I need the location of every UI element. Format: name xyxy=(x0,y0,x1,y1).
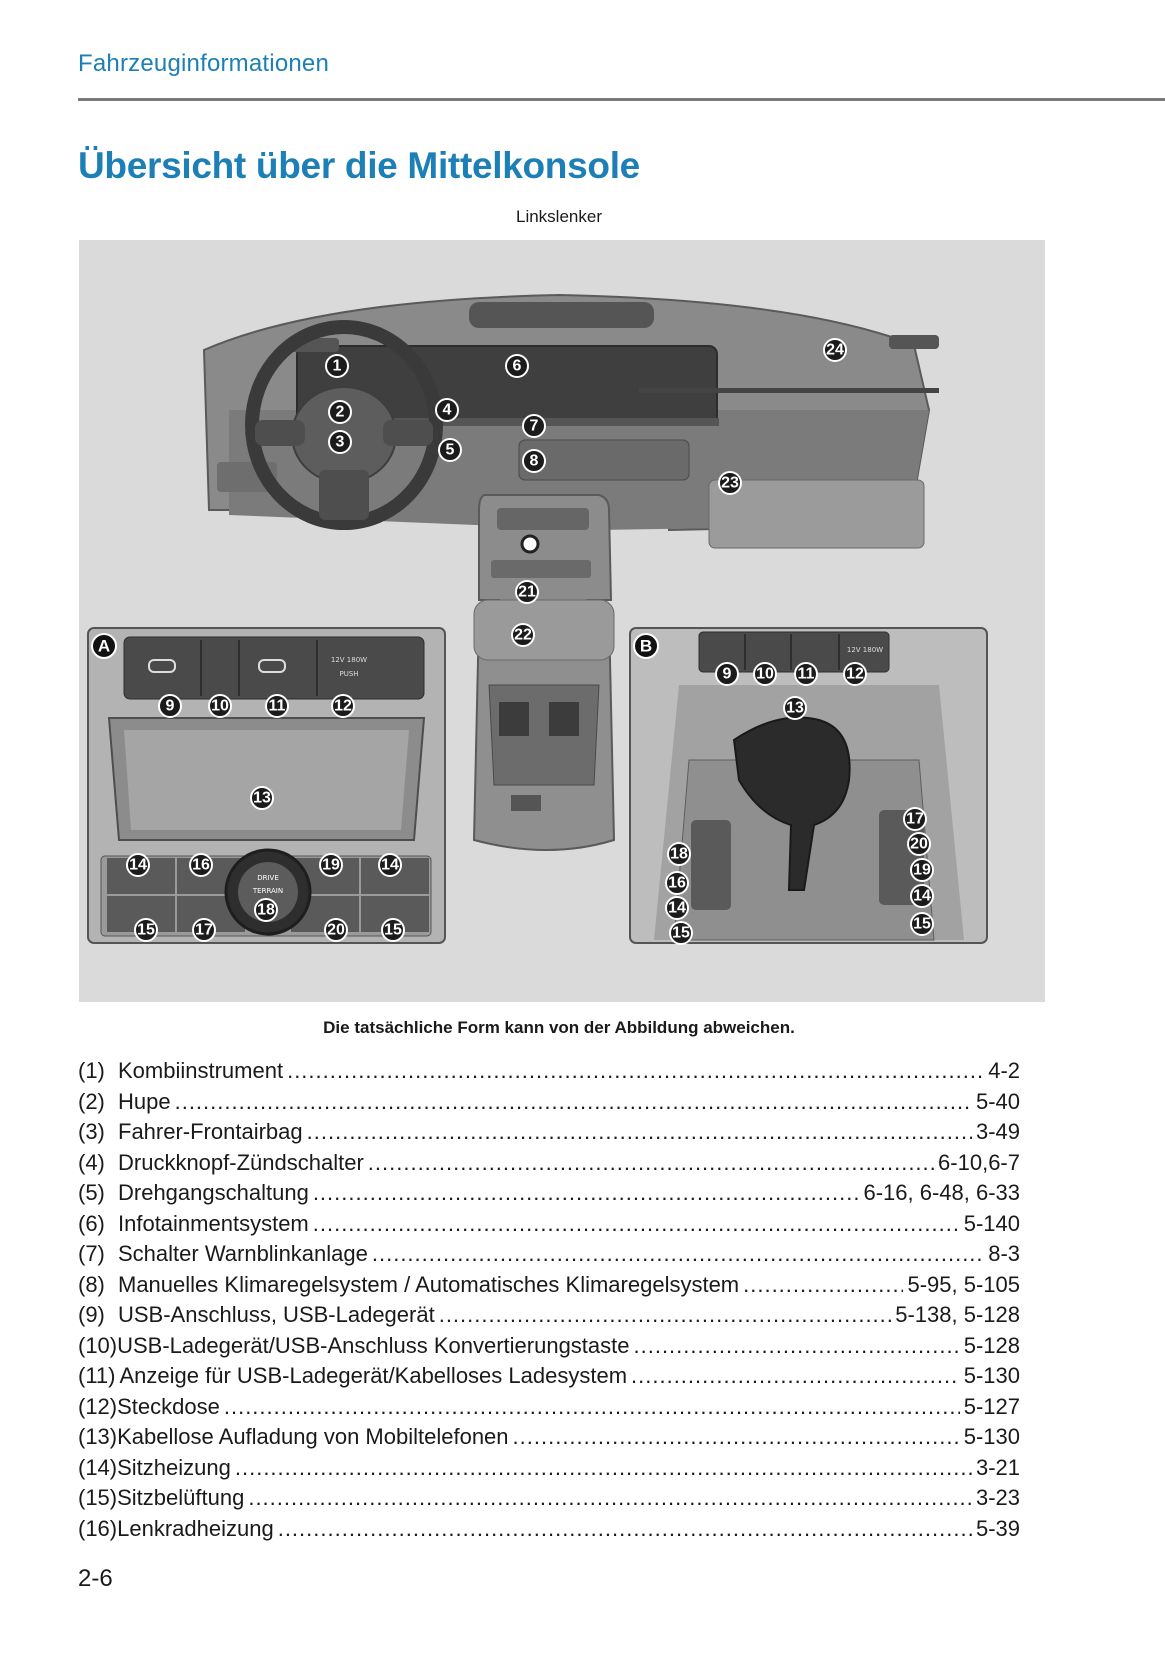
callout-24 xyxy=(824,339,846,361)
index-label: Kombiinstrument xyxy=(118,1058,284,1083)
svg-text:20: 20 xyxy=(910,835,928,853)
dot-leader xyxy=(287,1058,984,1084)
knob-drive-label: DRIVE xyxy=(257,874,279,882)
index-page: 3-21 xyxy=(975,1454,1020,1480)
dot-leader xyxy=(513,1424,960,1450)
svg-text:14: 14 xyxy=(381,856,399,874)
index-row xyxy=(78,1302,1020,1333)
callout-a-11 xyxy=(266,695,288,717)
callout-a-15-left xyxy=(135,919,157,941)
index-label: Kabellose Aufladung von Mobiltelefonen xyxy=(117,1424,509,1449)
section-header: Fahrzeuginformationen xyxy=(78,50,330,77)
index-label: Lenkradheizung xyxy=(117,1515,274,1541)
index-number: (6) xyxy=(78,1210,105,1236)
callout-a-14-right xyxy=(379,854,401,876)
callout-b-15 xyxy=(911,913,933,935)
callout-5 xyxy=(439,439,461,461)
component-index xyxy=(78,1058,1020,1546)
callout-22 xyxy=(512,624,534,646)
index-number: (5) xyxy=(78,1180,105,1205)
index-page: 3-23 xyxy=(975,1485,1020,1510)
callout-a-18 xyxy=(255,899,277,921)
index-page: 5-40 xyxy=(975,1088,1020,1114)
svg-text:21: 21 xyxy=(518,583,536,601)
svg-text:14: 14 xyxy=(668,899,686,917)
svg-text:12: 12 xyxy=(846,665,864,683)
index-number: (4) xyxy=(78,1149,105,1175)
index-number: (7) xyxy=(78,1241,105,1266)
svg-text:3: 3 xyxy=(335,433,345,451)
index-row xyxy=(78,1455,1020,1486)
index-row xyxy=(78,1485,1020,1516)
svg-text:18: 18 xyxy=(670,845,688,863)
socket-label-b: 12V 180W xyxy=(846,646,884,654)
svg-text:17: 17 xyxy=(906,810,924,828)
callout-7 xyxy=(523,415,545,437)
callout-a-19 xyxy=(320,854,342,876)
callout-b-15b xyxy=(670,922,692,944)
index-page: 5-130 xyxy=(963,1363,1020,1388)
knob-terrain-label: TERRAIN xyxy=(252,887,284,895)
index-row xyxy=(78,1363,1020,1394)
callout-a-17 xyxy=(193,919,215,941)
variant-label: Linkslenker xyxy=(516,207,602,226)
callout-b-20 xyxy=(908,833,930,855)
index-page: 3-49 xyxy=(975,1119,1020,1144)
socket-push-a: PUSH xyxy=(339,670,359,678)
index-number: (16) xyxy=(78,1515,118,1541)
callout-a-12 xyxy=(332,695,354,717)
callout-4 xyxy=(436,399,458,421)
svg-text:24: 24 xyxy=(826,341,844,359)
svg-text:19: 19 xyxy=(913,861,931,879)
dot-leader xyxy=(368,1150,934,1176)
inset-b-label xyxy=(634,634,658,658)
callout-a-14-left xyxy=(127,854,149,876)
index-row xyxy=(78,1211,1020,1242)
svg-text:13: 13 xyxy=(253,789,271,807)
index-row xyxy=(78,1150,1020,1181)
index-number: (13) xyxy=(78,1424,118,1449)
svg-text:14: 14 xyxy=(129,856,147,874)
svg-text:2: 2 xyxy=(335,403,345,421)
dot-leader xyxy=(743,1272,903,1298)
callout-b-16 xyxy=(666,872,688,894)
callout-6 xyxy=(506,355,528,377)
index-page: 6-10,6-7 xyxy=(938,1149,1020,1175)
svg-text:18: 18 xyxy=(257,901,275,919)
index-number: (2) xyxy=(78,1088,105,1114)
svg-text:20: 20 xyxy=(327,921,345,939)
index-row xyxy=(78,1516,1020,1547)
index-label: Anzeige für USB-Ladegerät/Kabelloses Ladesystem xyxy=(119,1363,628,1388)
svg-text:B: B xyxy=(639,636,653,656)
index-label: Fahrer-Frontairbag xyxy=(118,1119,303,1144)
index-label: Infotainmentsystem xyxy=(118,1210,309,1236)
index-label: Druckknopf-Zündschalter xyxy=(118,1149,364,1175)
svg-text:19: 19 xyxy=(322,856,340,874)
dot-leader xyxy=(278,1516,972,1542)
svg-text:11: 11 xyxy=(268,697,286,715)
callout-a-10 xyxy=(209,695,231,717)
callout-b-18 xyxy=(668,843,690,865)
svg-text:A: A xyxy=(97,636,111,656)
index-number: (1) xyxy=(78,1058,105,1083)
index-row xyxy=(78,1424,1020,1455)
dot-leader xyxy=(248,1485,972,1511)
svg-text:10: 10 xyxy=(211,697,229,715)
index-number: (10) xyxy=(78,1332,118,1358)
index-page: 5-130 xyxy=(963,1424,1020,1449)
index-page: 8-3 xyxy=(988,1241,1020,1266)
index-page: 5-140 xyxy=(963,1210,1020,1236)
inset-a-label xyxy=(92,634,116,658)
callout-b-11 xyxy=(795,663,817,685)
callout-b-19 xyxy=(911,859,933,881)
callout-b-14 xyxy=(911,885,933,907)
index-label: Steckdose xyxy=(117,1393,220,1419)
index-row xyxy=(78,1089,1020,1120)
svg-text:15: 15 xyxy=(384,921,402,939)
callout-8 xyxy=(523,450,545,472)
index-label: Hupe xyxy=(118,1088,171,1114)
dot-leader xyxy=(634,1333,960,1359)
index-row xyxy=(78,1272,1020,1303)
page-title: Übersicht über die Mittelkonsole xyxy=(78,145,640,186)
svg-text:7: 7 xyxy=(529,417,539,435)
svg-text:22: 22 xyxy=(514,626,532,644)
index-row xyxy=(78,1119,1020,1150)
index-number: (15) xyxy=(78,1485,118,1510)
index-page: 5-128 xyxy=(963,1332,1020,1358)
svg-text:15: 15 xyxy=(137,921,155,939)
callout-a-16 xyxy=(190,854,212,876)
svg-text:15: 15 xyxy=(672,924,690,942)
page-number: 2-6 xyxy=(78,1565,113,1592)
index-label: USB-Ladegerät/USB-Anschluss Konvertierungstaste xyxy=(117,1332,630,1358)
callout-b-14b xyxy=(666,897,688,919)
index-label: Manuelles Klimaregelsystem / Automatisches Klimaregelsystem xyxy=(118,1271,740,1297)
callout-21 xyxy=(516,581,538,603)
dot-leader xyxy=(235,1455,972,1481)
index-page: 5-39 xyxy=(975,1515,1020,1541)
index-row xyxy=(78,1394,1020,1425)
index-number: (3) xyxy=(78,1119,105,1144)
svg-text:12: 12 xyxy=(334,697,352,715)
dot-leader xyxy=(313,1211,960,1237)
callout-23 xyxy=(719,472,741,494)
index-number: (8) xyxy=(78,1271,105,1297)
center-console-illustration xyxy=(79,240,1045,1002)
callout-2 xyxy=(329,401,351,423)
callout-b-12 xyxy=(844,663,866,685)
svg-text:8: 8 xyxy=(529,452,539,470)
index-number: (14) xyxy=(78,1454,118,1480)
index-row xyxy=(78,1180,1020,1211)
callout-a-20 xyxy=(325,919,347,941)
index-page: 5-127 xyxy=(963,1393,1020,1419)
svg-text:23: 23 xyxy=(721,474,739,492)
dot-leader xyxy=(631,1363,960,1389)
figure-caption: Die tatsächliche Form kann von der Abbildung abweichen. xyxy=(323,1018,795,1037)
svg-text:9: 9 xyxy=(165,697,175,715)
dot-leader xyxy=(224,1394,960,1420)
callout-b-17 xyxy=(904,808,926,830)
index-label: USB-Anschluss, USB-Ladegerät xyxy=(118,1302,435,1327)
callout-3 xyxy=(329,431,351,453)
index-label: Sitzheizung xyxy=(117,1454,231,1480)
index-label: Drehgangschaltung xyxy=(118,1180,309,1205)
header-rule xyxy=(78,98,1165,101)
svg-text:15: 15 xyxy=(913,915,931,933)
index-row xyxy=(78,1333,1020,1364)
svg-text:1: 1 xyxy=(332,357,342,375)
dot-leader xyxy=(372,1241,984,1267)
callout-1 xyxy=(326,355,348,377)
svg-text:9: 9 xyxy=(722,665,732,683)
index-number: (12) xyxy=(78,1393,118,1419)
index-label: Sitzbelüftung xyxy=(117,1485,245,1510)
index-page: 6-16, 6-48, 6-33 xyxy=(863,1180,1020,1205)
svg-text:13: 13 xyxy=(786,699,804,717)
callout-b-10 xyxy=(754,663,776,685)
index-number: (11) xyxy=(78,1363,116,1388)
index-label: Schalter Warnblinkanlage xyxy=(118,1241,368,1266)
svg-text:14: 14 xyxy=(913,887,931,905)
dot-leader xyxy=(307,1119,972,1145)
index-row xyxy=(78,1241,1020,1272)
index-page: 5-138, 5-128 xyxy=(895,1302,1020,1327)
svg-text:11: 11 xyxy=(797,665,815,683)
callout-b-13 xyxy=(784,697,806,719)
index-number: (9) xyxy=(78,1302,105,1327)
callout-b-9 xyxy=(716,663,738,685)
callout-a-13 xyxy=(251,787,273,809)
index-page: 5-95, 5-105 xyxy=(907,1271,1020,1297)
callout-a-9 xyxy=(159,695,181,717)
index-row xyxy=(78,1058,1020,1089)
dot-leader xyxy=(175,1089,972,1115)
index-page: 4-2 xyxy=(988,1058,1020,1083)
svg-text:6: 6 xyxy=(512,357,522,375)
svg-text:16: 16 xyxy=(192,856,210,874)
callout-a-15-right xyxy=(382,919,404,941)
dot-leader xyxy=(439,1302,892,1328)
svg-text:16: 16 xyxy=(668,874,686,892)
svg-text:4: 4 xyxy=(442,401,452,419)
svg-text:10: 10 xyxy=(756,665,774,683)
socket-label-a: 12V 180W xyxy=(330,656,368,664)
svg-text:5: 5 xyxy=(445,441,455,459)
dot-leader xyxy=(313,1180,860,1206)
svg-text:17: 17 xyxy=(195,921,213,939)
